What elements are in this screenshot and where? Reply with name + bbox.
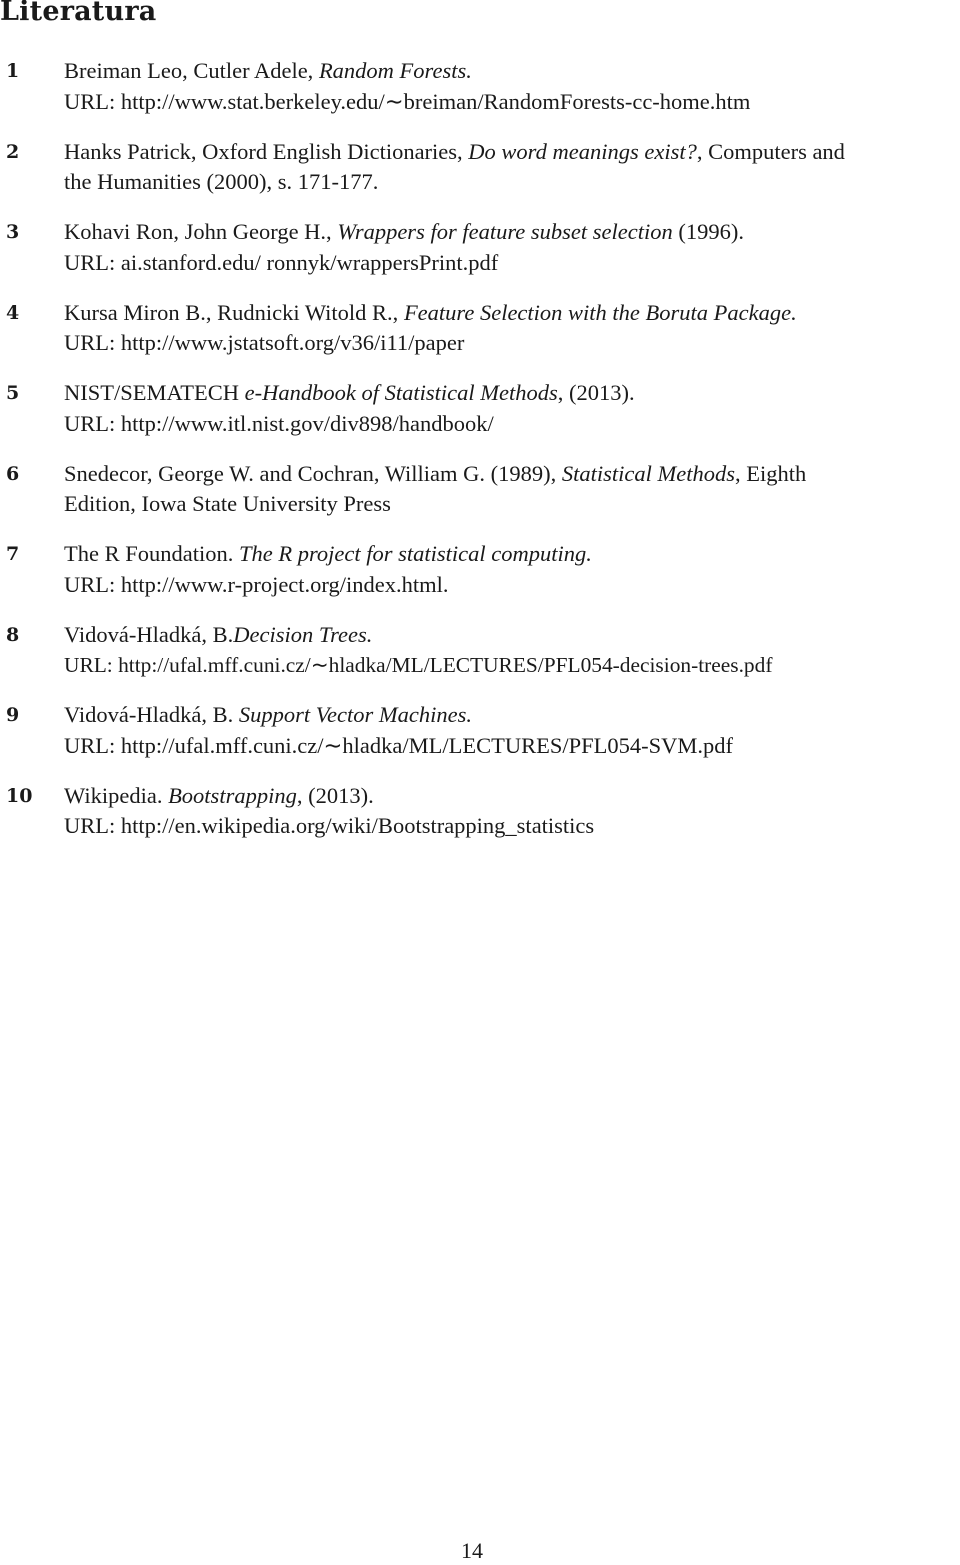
reference-authors: Kursa Miron B., Rudnicki Witold R., — [64, 299, 404, 325]
reference-line1 — [29, 539, 925, 570]
reference-authors: Vidová-Hladká, B. — [64, 702, 239, 727]
reference-line1 — [29, 620, 925, 651]
reference-authors: NIST/SEMATECH — [64, 380, 245, 405]
reference-authors: Breiman Leo, Cutler Adele, — [64, 58, 319, 83]
reference-title: Feature Selection with the Boruta Package. — [403, 299, 797, 325]
reference-item — [0, 217, 960, 278]
reference-title: e-Handbook of Statistical Methods — [244, 380, 558, 405]
reference-title: Wrappers for feature subset selection — [337, 219, 673, 244]
reference-item — [0, 459, 960, 520]
reference-title: Do word meanings exist? — [468, 138, 697, 164]
reference-line1 — [29, 298, 925, 329]
reference-number: 4 — [6, 301, 20, 324]
reference-url[interactable]: URL: http://ufal.mff.cuni.cz/∼hladka/ML/LECTURES/PFL054-SVM.pdf — [64, 732, 734, 758]
reference-item — [0, 700, 960, 761]
page-number: 14 — [461, 1538, 483, 1563]
reference-item — [0, 539, 960, 600]
reference-title: Decision Trees. — [233, 621, 373, 647]
reference-url[interactable]: URL: http://www.itl.nist.gov/div898/handbook/ — [64, 410, 494, 436]
reference-item — [0, 56, 960, 117]
reference-item — [0, 378, 960, 439]
reference-tail: , (2013). — [296, 782, 374, 808]
reference-authors: Snedecor, George W. and Cochran, William G. (1989), — [64, 460, 562, 486]
reference-tail: (1996). — [672, 219, 744, 244]
reference-continuation: the Humanities (2000), s. 171-177. — [64, 169, 379, 194]
reference-number: 8 — [6, 623, 20, 646]
reference-line1 — [29, 56, 925, 87]
reference-authors: Vidová-Hladká, B. — [64, 621, 234, 647]
reference-tail: , Eighth — [735, 460, 807, 486]
reference-title: Support Vector Machines. — [238, 702, 472, 727]
reference-title: The R project for statistical computing. — [239, 541, 592, 566]
reference-url[interactable]: URL: http://www.stat.berkeley.edu/∼breiman/RandomForests-cc-home.htm — [64, 88, 751, 114]
reference-url[interactable]: URL: ai.stanford.edu/ ronnyk/wrappersPrint.pdf — [64, 249, 499, 275]
reference-line1 — [29, 459, 925, 490]
reference-authors: The R Foundation. — [64, 541, 239, 566]
page-heading: Literatura — [0, 0, 157, 27]
reference-number: 10 — [6, 784, 33, 807]
reference-item — [0, 781, 960, 842]
reference-list — [0, 56, 960, 861]
reference-tail: , Computers and — [696, 138, 845, 164]
reference-item — [0, 137, 960, 198]
reference-authors: Hanks Patrick, Oxford English Dictionaries, — [64, 138, 469, 164]
reference-title: Bootstrapping — [168, 782, 297, 808]
reference-line1 — [29, 781, 925, 812]
reference-number: 5 — [6, 382, 20, 404]
reference-continuation: Edition, Iowa State University Press — [64, 491, 391, 516]
reference-url[interactable]: URL: http://en.wikipedia.org/wiki/Bootstrapping_statistics — [64, 813, 595, 838]
reference-authors: Wikipedia. — [64, 782, 169, 808]
reference-tail: , (2013). — [557, 380, 635, 405]
reference-url[interactable]: URL: http://ufal.mff.cuni.cz/∼hladka/ML/LECTURES/PFL054-decision-trees.pdf — [64, 653, 773, 677]
reference-number: 3 — [6, 221, 20, 243]
reference-number: 7 — [6, 543, 20, 565]
reference-item — [0, 620, 960, 681]
reference-line1 — [29, 700, 925, 731]
reference-item — [0, 298, 960, 359]
reference-number: 1 — [6, 60, 20, 82]
reference-number: 2 — [6, 140, 20, 163]
reference-title: Random Forests. — [318, 58, 472, 83]
reference-url[interactable]: URL: http://www.r-project.org/index.html. — [64, 571, 449, 597]
reference-number: 6 — [6, 462, 20, 485]
reference-number: 9 — [6, 704, 20, 726]
reference-title: Statistical Methods — [561, 460, 736, 486]
reference-authors: Kohavi Ron, John George H., — [64, 219, 338, 244]
reference-line1 — [29, 137, 925, 168]
reference-line1 — [29, 378, 925, 409]
reference-url[interactable]: URL: http://www.jstatsoft.org/v36/i11/paper — [64, 330, 465, 355]
reference-line1 — [29, 217, 925, 248]
